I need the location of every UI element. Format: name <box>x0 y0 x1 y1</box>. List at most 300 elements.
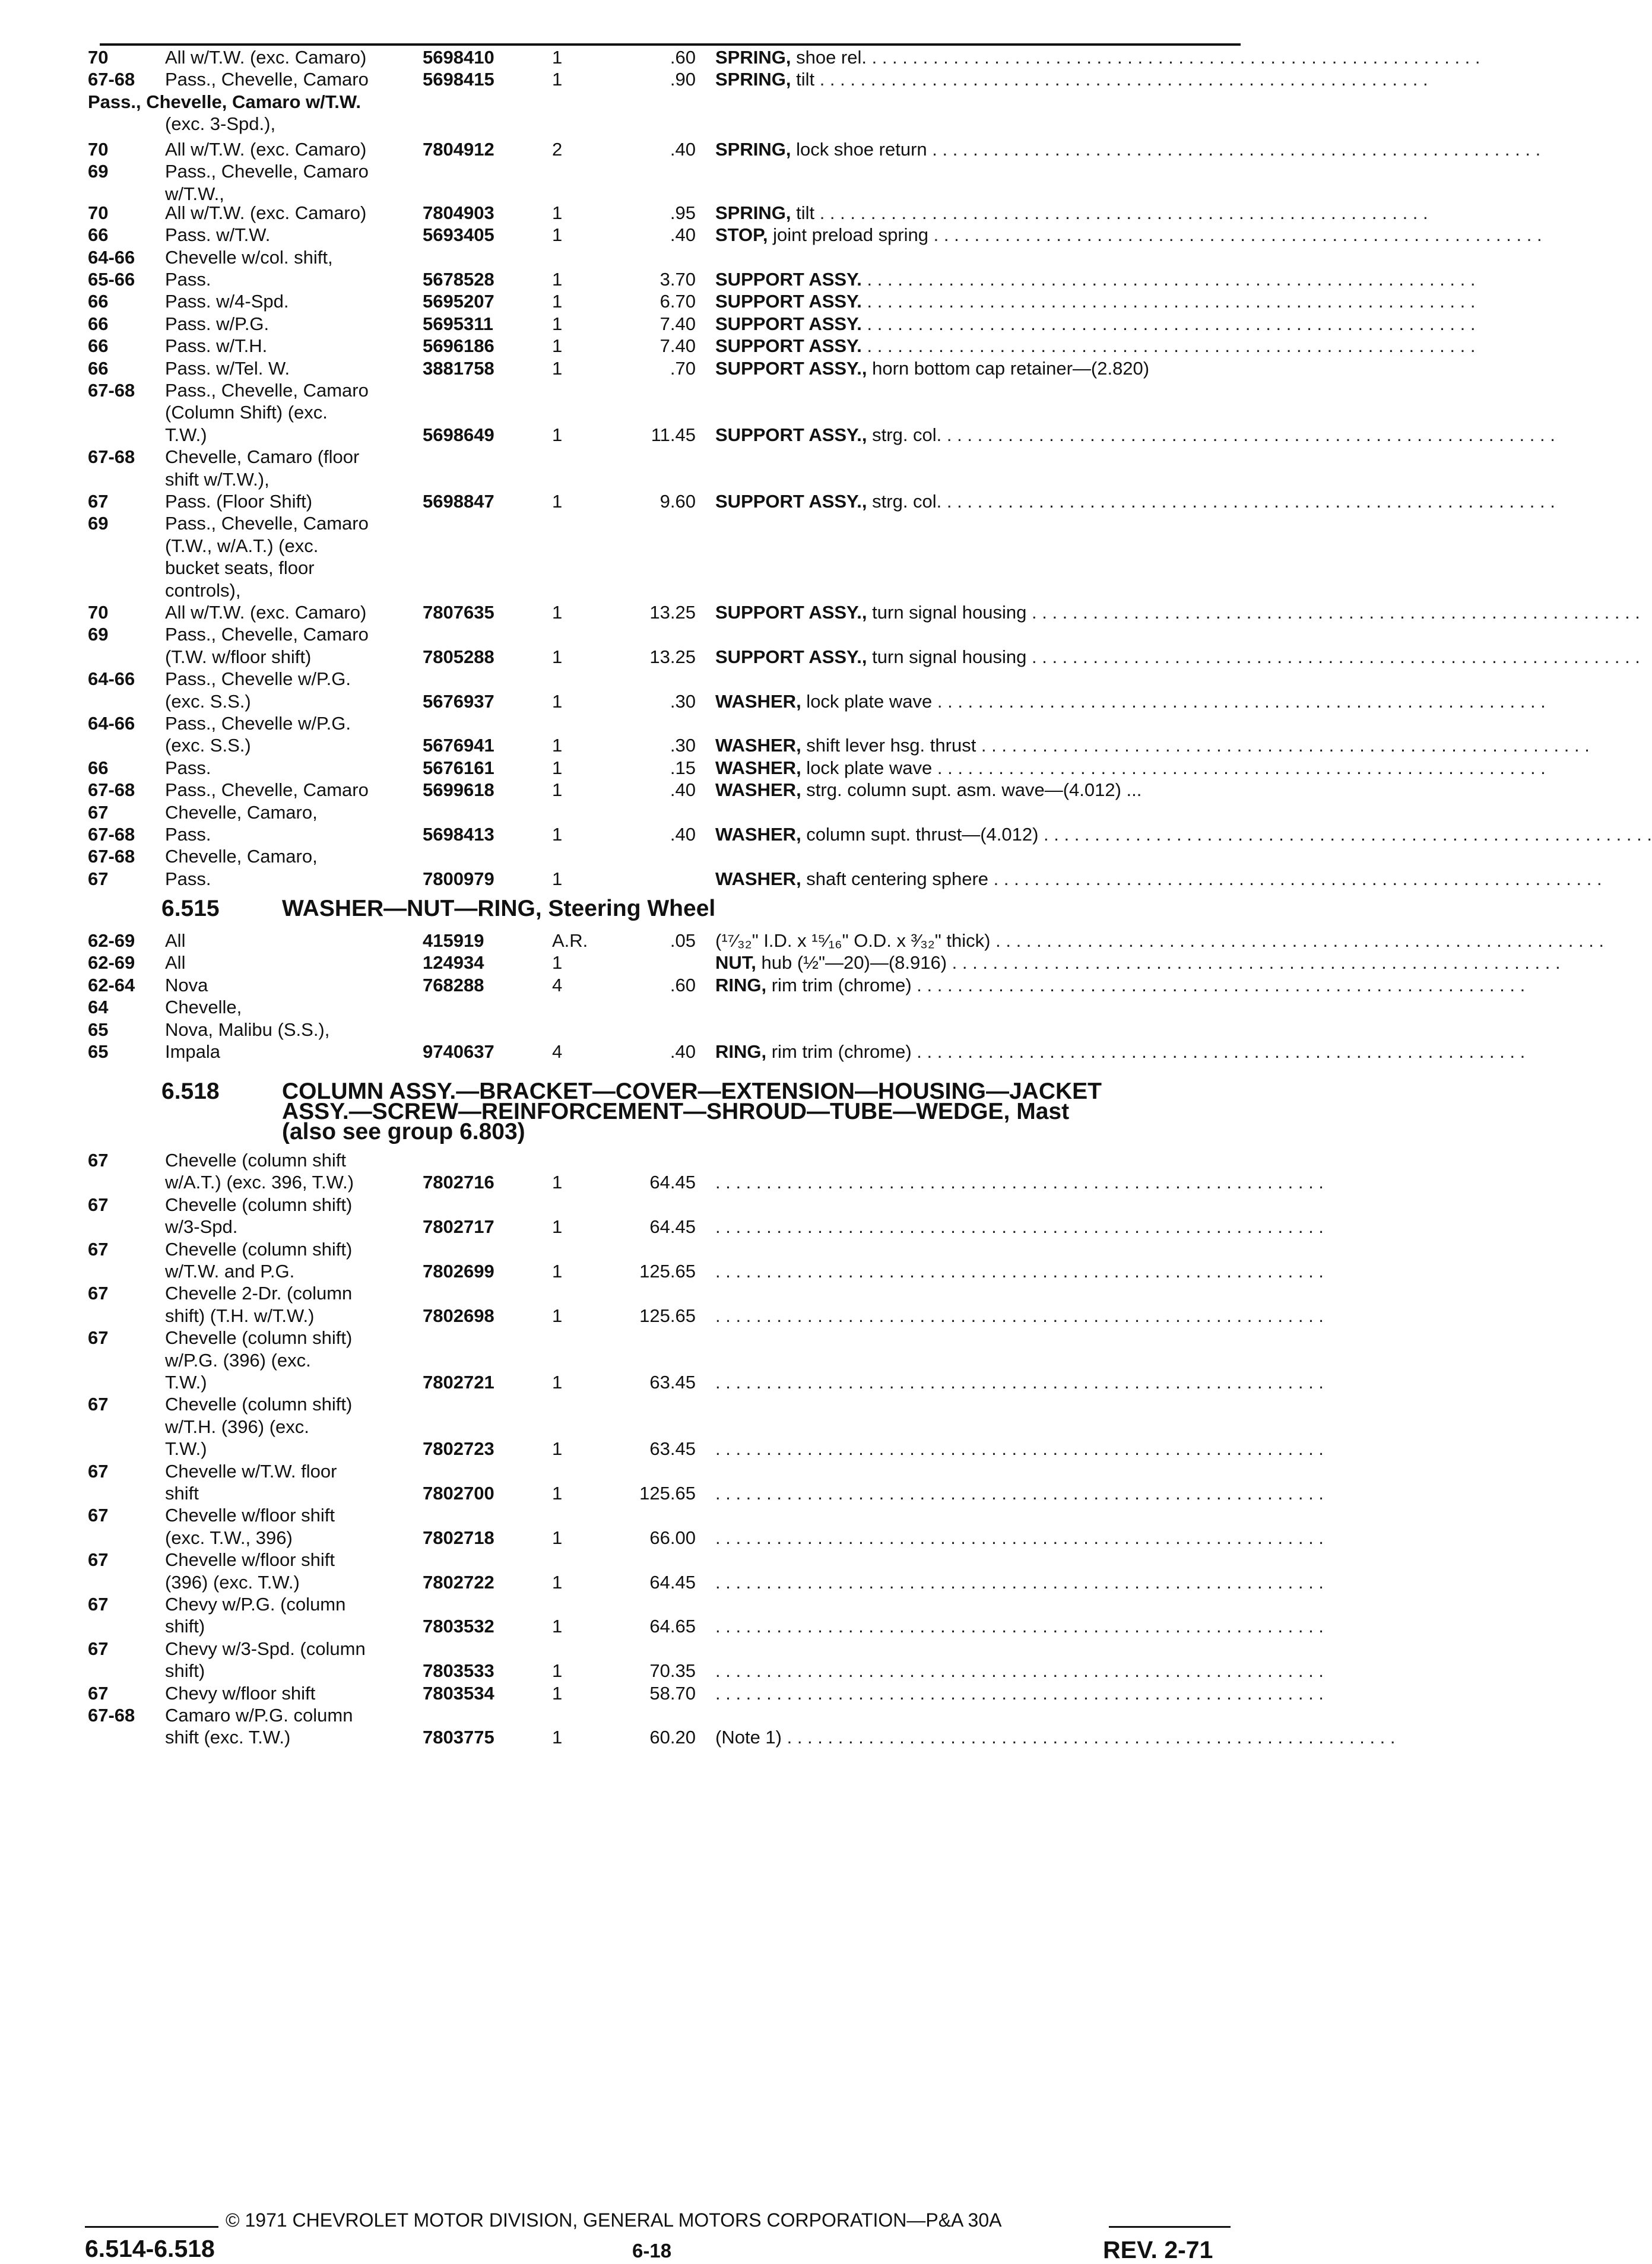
parts-row <box>0 1349 1501 1372</box>
application: Pass. w/4-Spd. <box>165 291 289 312</box>
part-detail: lock shoe return <box>791 139 927 160</box>
quantity: 1 <box>552 779 563 801</box>
application: Pass. w/P.G. <box>165 313 269 334</box>
model-year: 67-68 <box>88 380 135 401</box>
application: shift (exc. T.W.) <box>165 1727 291 1748</box>
model-year: 66 <box>88 224 109 246</box>
parts-row <box>0 1615 1501 1638</box>
model-year: 67 <box>88 1327 109 1349</box>
part-number: 5698413 <box>423 824 494 845</box>
part-description <box>715 930 1605 952</box>
part-name: SUPPORT ASSY. <box>715 269 862 290</box>
model-year: 66 <box>88 757 109 778</box>
model-year: 67 <box>88 1505 109 1526</box>
list-price: 3.70 <box>659 269 696 290</box>
application: Pass., Chevelle w/P.G. <box>165 668 351 690</box>
list-price: .30 <box>670 735 696 756</box>
application: Chevelle (column shift) <box>165 1327 353 1349</box>
application: Pass. <box>165 757 211 778</box>
application: shift) (T.H. w/T.W.) <box>165 1305 315 1326</box>
parts-row <box>0 512 1501 535</box>
list-price: 64.45 <box>649 1172 696 1193</box>
quantity: 1 <box>552 269 563 290</box>
parts-row <box>0 1019 1501 1041</box>
section-title: WASHER—NUT—RING, Steering Wheel <box>282 896 716 921</box>
parts-row <box>0 1571 1501 1594</box>
part-description <box>715 646 1640 668</box>
application: bucket seats, floor <box>165 557 315 579</box>
model-year: 67 <box>88 868 109 889</box>
part-number: 5695207 <box>423 291 494 312</box>
list-price: 125.65 <box>639 1483 696 1504</box>
model-year: 69 <box>88 624 109 645</box>
part-description <box>715 1438 1324 1460</box>
quantity: 4 <box>552 1041 563 1062</box>
model-year: 67 <box>88 1549 109 1571</box>
application: w/T.W. and P.G. <box>165 1261 295 1282</box>
parts-row <box>0 601 1640 624</box>
parts-row <box>0 1260 1501 1283</box>
application: Chevelle w/col. shift, <box>165 246 333 268</box>
parts-row <box>0 1149 1501 1172</box>
part-detail: lock plate wave <box>801 690 933 712</box>
part-name: WASHER, <box>715 868 801 889</box>
part-number: 768288 <box>423 974 484 995</box>
part-description <box>715 779 1238 801</box>
list-price: 6.70 <box>659 291 696 312</box>
parts-row <box>0 335 1501 357</box>
part-detail: rim trim (chrome) <box>766 974 912 995</box>
part-number: 7802698 <box>423 1305 494 1326</box>
application: (T.W. w/floor shift) <box>165 646 312 667</box>
parts-row <box>0 668 1501 690</box>
part-number: 5698649 <box>423 424 494 445</box>
parts-row <box>0 379 1501 402</box>
part-name: WASHER, <box>715 779 801 801</box>
part-name: RING, <box>715 1041 767 1062</box>
copyright-line: © 1971 CHEVROLET MOTOR DIVISION, GENERAL MOTORS CORPORATION—P&A 30A <box>226 2209 1002 2231</box>
parts-row <box>0 690 1546 713</box>
dot-leader: . . . . . . . . . . . . . . . . . . . . . . . . . . . . . . . . . . . . . . . . . . . . . . . . . . . . . . . . . . . . <box>861 291 1476 312</box>
model-year: 64-66 <box>88 668 135 690</box>
model-year: 67-68 <box>88 1705 135 1726</box>
model-year: 67-68 <box>88 446 135 468</box>
part-name: WASHER, <box>715 690 801 712</box>
model-year: 69 <box>88 161 109 182</box>
dot-leader: . . . . . . . . . . . . . . . . . . . . . . . . . . . . . . . . . . . . . . . . . . . . . . . . . . . . . . . . . . . . <box>861 335 1476 357</box>
part-number: 7802721 <box>423 1372 494 1393</box>
parts-row <box>0 1660 1501 1682</box>
parts-row <box>0 290 1501 313</box>
part-description <box>715 1305 1324 1327</box>
part-number: 7802723 <box>423 1438 494 1460</box>
part-number: 5698847 <box>423 491 494 512</box>
part-description <box>715 1260 1324 1283</box>
part-description <box>715 68 1428 91</box>
model-year: 66 <box>88 357 109 379</box>
dot-leader: . . . . . . . . . . . . . . . . . . . . . . . . . . . . . . . . . . . . . . . . . . . . . . . . . . . . . . . . . . . . <box>947 952 1561 974</box>
dot-leader: . . . . . . . . . . . . . . . . . . . . . . . . . . . . . . . . . . . . . . . . . . . . . . . . . . . . . . . . . . . . <box>715 1261 1324 1282</box>
application: Pass. w/T.H. <box>165 335 268 357</box>
parts-row <box>0 823 1652 846</box>
list-price: 125.65 <box>639 1261 696 1282</box>
quantity: 1 <box>552 952 563 974</box>
application: Chevelle w/floor shift <box>165 1505 335 1526</box>
application: w/3-Spd. <box>165 1216 238 1238</box>
part-number: 7805288 <box>423 646 494 667</box>
parts-row <box>0 68 1501 91</box>
part-name: SPRING, <box>715 47 791 68</box>
top-rule <box>100 43 1241 46</box>
parts-row <box>0 779 1501 801</box>
part-detail: shift lever hsg. thrust <box>801 735 976 756</box>
parts-row <box>0 357 1501 380</box>
part-number: 7803532 <box>423 1616 494 1637</box>
part-name: SPRING, <box>715 202 791 223</box>
model-year: 67-68 <box>88 779 135 801</box>
part-number: 124934 <box>423 952 484 974</box>
dot-leader: . . . . . . . . . . . . . . . . . . . . . . . . . . . . . . . . . . . . . . . . . . . . . . . . . . . . . . . . . . . . <box>988 868 1602 889</box>
parts-row <box>0 712 1501 735</box>
parts-row <box>0 1593 1501 1616</box>
part-name: SUPPORT ASSY., <box>715 491 867 512</box>
part-name: WASHER, <box>715 735 801 756</box>
dot-leader: . . . . . . . . . . . . . . . . . . . . . . . . . . . . . . . . . . . . . . . . . . . . . . . . . . . . . . . . . . . . <box>941 491 1555 512</box>
model-year: 67 <box>88 1150 109 1171</box>
part-description <box>715 313 1476 335</box>
application: w/T.W., <box>165 183 224 204</box>
application: All w/T.W. (exc. Camaro) <box>165 47 367 68</box>
dot-leader: . . . . . . . . . . . . . . . . . . . . . . . . . . . . . . . . . . . . . . . . . . . . . . . . . . . . . . . . . . . . <box>1026 602 1640 623</box>
application: (396) (exc. T.W.) <box>165 1571 300 1593</box>
part-detail: shaft centering sphere <box>801 868 989 889</box>
application: Pass., Chevelle, Camaro <box>165 624 369 645</box>
part-description <box>715 868 1602 890</box>
part-number: 7804903 <box>423 202 494 223</box>
part-number: 415919 <box>423 930 484 951</box>
part-number: 7802700 <box>423 1483 494 1504</box>
part-description <box>715 823 1652 846</box>
application: All <box>165 952 186 974</box>
model-year: 65 <box>88 1041 109 1062</box>
quantity: 1 <box>552 868 563 889</box>
list-price: 63.45 <box>649 1438 696 1460</box>
application: w/A.T.) (exc. 396, T.W.) <box>165 1172 354 1193</box>
list-price: .60 <box>670 974 696 995</box>
model-year: 65 <box>88 1019 109 1040</box>
part-description <box>715 46 1480 69</box>
quantity: 1 <box>552 646 563 667</box>
parts-row <box>0 1041 1526 1063</box>
list-price: .90 <box>670 69 696 90</box>
parts-row <box>0 1682 1501 1705</box>
list-price: 70.35 <box>649 1660 696 1682</box>
application: Nova, Malibu (S.S.), <box>165 1019 330 1040</box>
model-year: 67-68 <box>88 824 135 845</box>
list-price: .15 <box>670 757 696 778</box>
quantity: 1 <box>552 357 563 379</box>
quantity: 1 <box>552 335 563 357</box>
part-description <box>715 1571 1324 1594</box>
dot-leader: . . . . . . . . . . . . . . . . . . . . . . . . . . . . . . . . . . . . . . . . . . . . . . . . . . . . . . . . . . . . <box>814 202 1428 223</box>
application: Pass., Chevelle, Camaro <box>165 380 369 401</box>
application: (exc. 3-Spd.), <box>165 113 276 135</box>
part-number: 5676937 <box>423 690 494 712</box>
application: Pass. w/Tel. W. <box>165 357 290 379</box>
part-description <box>715 1726 1396 1749</box>
part-number: 5676161 <box>423 757 494 778</box>
section-title: (also see group 6.803) <box>282 1119 525 1144</box>
dot-leader: . . . . . . . . . . . . . . . . . . . . . . . . . . . . . . . . . . . . . . . . . . . . . . . . . . . . . . . . . . . . <box>715 1483 1324 1504</box>
application: (T.W., w/A.T.) (exc. <box>165 535 319 556</box>
part-description <box>715 1660 1324 1682</box>
parts-row <box>0 1504 1501 1527</box>
list-price: 66.00 <box>649 1527 696 1548</box>
parts-row <box>0 1171 1501 1194</box>
part-number: 7807635 <box>423 602 494 623</box>
part-detail: tilt <box>791 69 815 90</box>
application: Chevelle, Camaro (floor <box>165 446 360 468</box>
parts-row <box>0 46 1501 69</box>
part-detail: lock plate wave <box>801 757 933 778</box>
dot-leader: . . . . . . . . . . . . . . . . . . . . . . . . . . . . . . . . . . . . . . . . . . . . . . . . . . . . . . . . . . . . <box>861 269 1476 290</box>
list-price: 125.65 <box>639 1305 696 1326</box>
dot-leader: . . . . . . . . . . . . . . . . . . . . . . . . . . . . . . . . . . . . . . . . . . . . . . . . . . . . . . . . . . . . <box>715 1571 1324 1593</box>
part-name: SPRING, <box>715 69 791 90</box>
model-year: 67 <box>88 1638 109 1659</box>
dot-leader: . . . . . . . . . . . . . . . . . . . . . . . . . . . . . . . . . . . . . . . . . . . . . . . . . . . . . . . . . . . . <box>1026 646 1640 667</box>
list-price: 64.45 <box>649 1571 696 1593</box>
parts-row <box>0 757 1546 779</box>
part-number: 5698415 <box>423 69 494 90</box>
parts-row <box>0 1238 1501 1261</box>
quantity: 4 <box>552 974 563 995</box>
part-detail: horn bottom cap retainer—(2.820) <box>867 357 1150 379</box>
quantity: 1 <box>552 69 563 90</box>
part-number: 5693405 <box>423 224 494 246</box>
application: All <box>165 930 186 951</box>
model-year: 66 <box>88 313 109 334</box>
parts-row <box>0 1216 1501 1238</box>
parts-row <box>0 868 1602 890</box>
part-number: 7802699 <box>423 1261 494 1282</box>
list-price: 13.25 <box>649 646 696 667</box>
application: (Column Shift) (exc. <box>165 402 328 423</box>
quantity: 1 <box>552 1727 563 1748</box>
part-description <box>715 1527 1324 1549</box>
application: Pass., Chevelle, Camaro <box>165 779 369 801</box>
quantity: 1 <box>552 291 563 312</box>
list-price: 7.40 <box>659 335 696 357</box>
list-price: 63.45 <box>649 1372 696 1393</box>
application: w/T.H. (396) (exc. <box>165 1416 309 1437</box>
part-number: 7803534 <box>423 1682 494 1704</box>
application: shift w/T.W.), <box>165 468 269 490</box>
list-price: 64.45 <box>649 1216 696 1238</box>
quantity: 1 <box>552 1438 563 1460</box>
application: Chevelle w/T.W. floor <box>165 1460 337 1482</box>
section-title: COLUMN ASSY.—BRACKET—COVER—EXTENSION—HOUSING—JACKET <box>282 1079 1102 1104</box>
model-year: 64 <box>88 997 109 1018</box>
parts-row <box>0 246 1501 269</box>
quantity: A.R. <box>552 930 588 951</box>
application: Pass., Chevelle w/P.G. <box>165 713 351 734</box>
application: Chevelle (column shift) <box>165 1238 353 1260</box>
dot-leader: . . . . . . . . . . . . . . . . . . . . . . . . . . . . . . . . . . . . . . . . . . . . . . . . . . . . . . . . . . . . <box>866 47 1480 68</box>
application: Pass., Chevelle, Camaro <box>165 161 369 182</box>
application: Pass. w/T.W. <box>165 224 271 246</box>
quantity: 1 <box>552 602 563 623</box>
part-description <box>715 1682 1324 1705</box>
part-detail: strg. column supt. asm. wave—(4.012) ... <box>801 779 1142 801</box>
parts-row <box>0 202 1501 224</box>
quantity: 1 <box>552 1305 563 1326</box>
quantity: 1 <box>552 1483 563 1504</box>
parts-row <box>0 952 1561 974</box>
application: shift) <box>165 1616 205 1637</box>
application: Chevelle (column shift <box>165 1150 346 1171</box>
application: Pass. <box>165 269 211 290</box>
part-description <box>715 335 1476 357</box>
part-description <box>715 138 1541 161</box>
section-number: 6.515 <box>161 896 220 921</box>
part-description <box>715 601 1640 624</box>
application: Chevy w/3-Spd. (column <box>165 1638 366 1659</box>
model-year: 67 <box>88 1682 109 1704</box>
quantity: 1 <box>552 224 563 246</box>
application: Chevy w/floor shift <box>165 1682 316 1704</box>
dot-leader: . . . . . . . . . . . . . . . . . . . . . . . . . . . . . . . . . . . . . . . . . . . . . . . . . . . . . . . . . . . . <box>932 690 1546 712</box>
application: Pass. <box>165 824 211 845</box>
list-price: .30 <box>670 690 696 712</box>
list-price: .70 <box>670 357 696 379</box>
application: (exc. S.S.) <box>165 735 251 756</box>
application: Chevy w/P.G. (column <box>165 1594 346 1615</box>
application: All w/T.W. (exc. Camaro) <box>165 202 367 223</box>
model-year: 67-68 <box>88 846 135 867</box>
list-price: 60.20 <box>649 1727 696 1748</box>
parts-row <box>0 557 1501 579</box>
list-price: 9.60 <box>659 491 696 512</box>
part-description <box>715 1482 1324 1505</box>
application: Pass., Chevelle, Camaro <box>165 69 369 90</box>
part-name: WASHER, <box>715 757 801 778</box>
part-name: SUPPORT ASSY., <box>715 602 867 623</box>
part-description <box>715 490 1555 513</box>
list-price: 58.70 <box>649 1682 696 1704</box>
model-year: 67 <box>88 801 109 823</box>
list-price: .05 <box>670 930 696 951</box>
dot-leader: . . . . . . . . . . . . . . . . . . . . . . . . . . . . . . . . . . . . . . . . . . . . . . . . . . . . . . . . . . . . <box>715 1372 1324 1393</box>
list-price: 11.45 <box>651 424 696 445</box>
part-number: 5695311 <box>423 313 493 334</box>
dot-leader: . . . . . . . . . . . . . . . . . . . . . . . . . . . . . . . . . . . . . . . . . . . . . . . . . . . . . . . . . . . . <box>715 1438 1324 1460</box>
quantity: 1 <box>552 1172 563 1193</box>
dot-leader: . . . . . . . . . . . . . . . . . . . . . . . . . . . . . . . . . . . . . . . . . . . . . . . . . . . . . . . . . . . . <box>911 1041 1526 1062</box>
revision-label: REV. 2-71 <box>1103 2236 1213 2263</box>
dot-leader: . . . . . . . . . . . . . . . . . . . . . . . . . . . . . . . . . . . . . . . . . . . . . . . . . . . . . . . . . . . . <box>911 974 1526 995</box>
dot-leader: . . . . . . . . . . . . . . . . . . . . . . . . . . . . . . . . . . . . . . . . . . . . . . . . . . . . . . . . . . . . <box>715 1616 1324 1637</box>
part-number: 7802718 <box>423 1527 494 1548</box>
part-number: 7804912 <box>423 139 494 160</box>
application: Pass., Chevelle, Camaro <box>165 513 369 534</box>
parts-row <box>0 138 1541 161</box>
part-detail: turn signal housing <box>867 646 1027 667</box>
part-detail: shoe rel. <box>791 47 867 68</box>
parts-row <box>0 113 1501 135</box>
model-year: 64-66 <box>88 246 135 268</box>
part-name: SPRING, <box>715 139 791 160</box>
application: Chevelle, <box>165 997 242 1018</box>
part-description <box>715 290 1476 313</box>
parts-row <box>0 1194 1501 1216</box>
quantity: 1 <box>552 1571 563 1593</box>
part-detail: column supt. thrust—(4.012) <box>801 824 1039 845</box>
part-number: 5696186 <box>423 335 494 357</box>
dot-leader: . . . . . . . . . . . . . . . . . . . . . . . . . . . . . . . . . . . . . . . . . . . . . . . . . . . . . . . . . . . . <box>861 313 1476 334</box>
group-range: 6.514-6.518 <box>85 2235 215 2262</box>
list-price: 7.40 <box>659 313 696 334</box>
application: Chevelle, Camaro, <box>165 801 318 823</box>
application: Impala <box>165 1041 221 1062</box>
application: Chevelle w/floor shift <box>165 1549 335 1571</box>
list-price: .40 <box>670 139 696 160</box>
part-number: 7803775 <box>423 1727 494 1748</box>
quantity: 1 <box>552 1682 563 1704</box>
parts-row <box>0 268 1501 291</box>
model-year: 66 <box>88 291 109 312</box>
parts-row <box>0 1393 1501 1416</box>
part-name: SUPPORT ASSY. <box>715 313 862 334</box>
application: shift) <box>165 1660 205 1682</box>
dot-leader: . . . . . . . . . . . . . . . . . . . . . . . . . . . . . . . . . . . . . . . . . . . . . . . . . . . . . . . . . . . . <box>715 1660 1324 1682</box>
part-description <box>715 734 1590 757</box>
dot-leader: . . . . . . . . . . . . . . . . . . . . . . . . . . . . . . . . . . . . . . . . . . . . . . . . . . . . . . . . . . . . <box>941 424 1555 445</box>
quantity: 1 <box>552 1216 563 1238</box>
parts-row <box>0 1305 1501 1327</box>
quantity: 1 <box>552 491 563 512</box>
parts-row <box>0 424 1555 446</box>
part-name: STOP, <box>715 224 768 246</box>
list-price: .40 <box>670 1041 696 1062</box>
quantity: 1 <box>552 424 563 445</box>
application: (exc. S.S.) <box>165 690 251 712</box>
parts-row <box>0 1704 1501 1727</box>
parts-row <box>0 996 1501 1019</box>
list-price: 64.65 <box>649 1616 696 1637</box>
parts-row <box>0 974 1526 997</box>
part-detail: rim trim (chrome) <box>766 1041 912 1062</box>
dot-leader: . . . . . . . . . . . . . . . . . . . . . . . . . . . . . . . . . . . . . . . . . . . . . . . . . . . . . . . . . . . . <box>715 1216 1324 1238</box>
part-number: 3881758 <box>423 357 494 379</box>
part-description <box>715 690 1546 713</box>
parts-row <box>0 1638 1501 1660</box>
application: All w/T.W. (exc. Camaro) <box>165 139 367 160</box>
application: Pass. <box>165 868 211 889</box>
dot-leader: . . . . . . . . . . . . . . . . . . . . . . . . . . . . . . . . . . . . . . . . . . . . . . . . . . . . . . . . . . . . <box>1038 824 1652 845</box>
part-description <box>715 224 1542 246</box>
dot-leader: . . . . . . . . . . . . . . . . . . . . . . . . . . . . . . . . . . . . . . . . . . . . . . . . . . . . . . . . . . . . <box>990 930 1605 951</box>
quantity: 1 <box>552 313 563 334</box>
model-year: 67-68 <box>88 69 135 90</box>
parts-row <box>0 623 1501 646</box>
model-year: 67 <box>88 491 109 512</box>
parts-row <box>0 1282 1501 1305</box>
quantity: 1 <box>552 1660 563 1682</box>
dot-leader: . . . . . . . . . . . . . . . . . . . . . . . . . . . . . . . . . . . . . . . . . . . . . . . . . . . . . . . . . . . . <box>814 69 1428 90</box>
parts-row <box>0 1527 1501 1549</box>
model-year: 70 <box>88 139 109 160</box>
